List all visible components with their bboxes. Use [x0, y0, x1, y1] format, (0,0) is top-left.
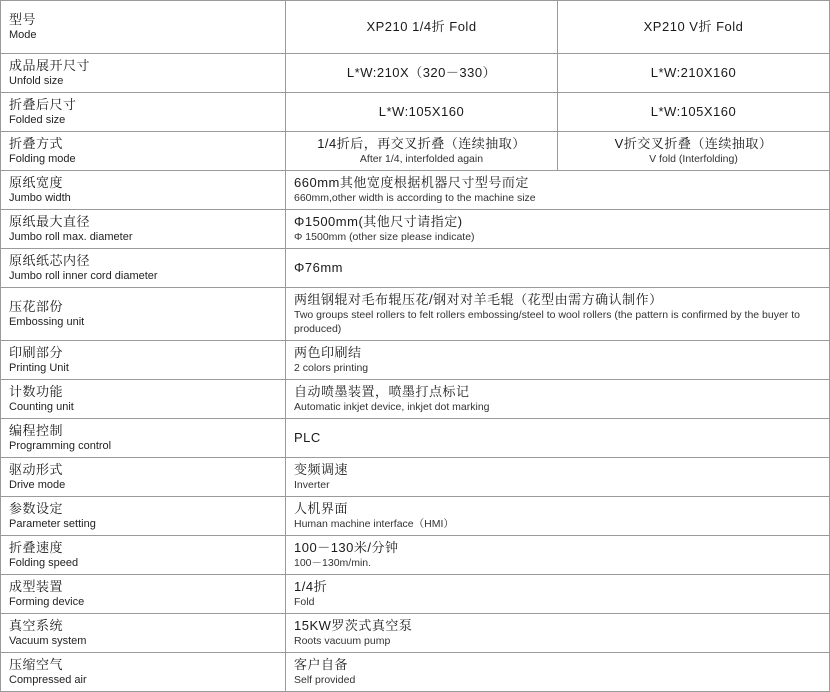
row-label-en: Counting unit — [9, 401, 74, 413]
table-row — [1, 497, 830, 536]
table-row — [1, 458, 830, 497]
row-value-en: Fold — [294, 596, 315, 608]
table-row — [1, 614, 830, 653]
header-label-en: Mode — [9, 29, 37, 41]
row-value-cell — [286, 210, 830, 249]
row-value-en: Human machine interface（HMI） — [294, 518, 454, 530]
table-row — [1, 132, 830, 171]
row-label-en: Drive mode — [9, 479, 66, 491]
row-col1-cell — [286, 54, 558, 93]
table-row — [1, 341, 830, 380]
row-label-en: Jumbo roll max. diameter — [9, 231, 133, 243]
row-value-cn: 自动喷墨装置，喷墨打点标记 — [294, 384, 470, 399]
row-col1-cn: 1/4折后，再交叉折叠（连续抽取） — [317, 136, 526, 151]
row-label-en: Folding speed — [9, 557, 79, 569]
row-label-cell — [1, 419, 286, 458]
row-value-cell — [286, 497, 830, 536]
header-col2-cn: XP210 V折 Fold — [643, 19, 744, 34]
row-value-cell — [286, 341, 830, 380]
row-value-cell — [286, 575, 830, 614]
row-col2-cell — [558, 132, 830, 171]
table-row — [1, 210, 830, 249]
row-value-cell — [286, 614, 830, 653]
row-label-cell — [1, 614, 286, 653]
row-label-cn: 压花部份 — [9, 299, 64, 314]
row-label-cell — [1, 54, 286, 93]
row-value-en: Self provided — [294, 674, 356, 686]
row-label-cn: 成品展开尺寸 — [9, 58, 91, 73]
table-row — [1, 536, 830, 575]
header-label-cn: 型号 — [9, 12, 37, 27]
row-value-cell — [286, 380, 830, 419]
row-label-cell — [1, 93, 286, 132]
row-label-cn: 压缩空气 — [9, 657, 64, 672]
row-value-en: Roots vacuum pump — [294, 635, 391, 647]
row-label-cn: 折叠后尺寸 — [9, 97, 77, 112]
row-col1-cn: L*W:210X（320－330） — [346, 65, 497, 80]
row-label-en: Jumbo roll inner cord diameter — [9, 270, 158, 282]
row-label-en: Forming device — [9, 596, 85, 608]
row-col1-cn: L*W:105X160 — [378, 104, 465, 119]
row-value-cn: 两色印刷结 — [294, 345, 362, 360]
header-col1-cell — [286, 1, 558, 54]
row-value-cell — [286, 458, 830, 497]
row-col1-en: After 1/4, interfolded again — [359, 153, 484, 165]
row-col2-cell — [558, 93, 830, 132]
row-label-cn: 驱动形式 — [9, 462, 64, 477]
table-row — [1, 288, 830, 341]
row-value-en: Automatic inkjet device, inkjet dot marking — [294, 401, 490, 413]
row-label-en: Folding mode — [9, 153, 76, 165]
row-label-en: Compressed air — [9, 674, 87, 686]
row-col2-cell — [558, 54, 830, 93]
header-col2-cell — [558, 1, 830, 54]
row-label-cell — [1, 249, 286, 288]
row-col2-en: V fold (Interfolding) — [649, 153, 738, 165]
row-value-cell — [286, 653, 830, 692]
row-label-cn: 原纸纸芯内径 — [9, 253, 91, 268]
row-value-cell — [286, 288, 830, 341]
row-label-en: Printing Unit — [9, 362, 69, 374]
table-header-row — [1, 1, 830, 54]
row-value-en: 2 colors printing — [294, 362, 369, 374]
row-label-en: Jumbo width — [9, 192, 71, 204]
row-label-cn: 成型装置 — [9, 579, 64, 594]
row-label-cn: 折叠方式 — [9, 136, 64, 151]
row-label-cn: 原纸宽度 — [9, 175, 64, 190]
row-label-cell — [1, 132, 286, 171]
row-label-cn: 计数功能 — [9, 384, 64, 399]
row-value-en: 100－130m/min. — [294, 557, 372, 569]
row-label-en: Programming control — [9, 440, 112, 452]
row-col2-cn: L*W:105X160 — [650, 104, 737, 119]
row-value-en: Inverter — [294, 479, 330, 491]
row-value-cn: 660mm其他宽度根据机器尺寸型号而定 — [294, 175, 529, 190]
row-value-cell — [286, 536, 830, 575]
row-label-cn: 真空系统 — [9, 618, 64, 633]
row-col2-cn: L*W:210X160 — [650, 65, 737, 80]
row-value-cn: 变频调速 — [294, 462, 349, 477]
row-value-en: 660mm,other width is according to the machine size — [294, 192, 536, 204]
table-row — [1, 171, 830, 210]
row-col1-cell — [286, 93, 558, 132]
table-row — [1, 93, 830, 132]
row-label-cell — [1, 288, 286, 341]
row-value-cn: Φ76mm — [294, 260, 343, 275]
row-col2-cn: V折交叉折叠（连续抽取） — [614, 136, 773, 151]
row-label-cell — [1, 497, 286, 536]
table-row — [1, 380, 830, 419]
row-label-en: Vacuum system — [9, 635, 87, 647]
table-row — [1, 54, 830, 93]
row-value-cn: 客户自备 — [294, 657, 349, 672]
row-label-cell — [1, 380, 286, 419]
row-label-cell — [1, 210, 286, 249]
table-row — [1, 419, 830, 458]
row-label-cell — [1, 458, 286, 497]
row-value-cell — [286, 171, 830, 210]
row-value-cn: 100－130米/分钟 — [294, 540, 399, 555]
row-value-cn: 两组钢辊对毛布辊压花/钢对对羊毛辊（花型由需方确认制作） — [294, 292, 663, 307]
row-value-cn: PLC — [294, 430, 321, 445]
row-value-en: Two groups steel rollers to felt rollers embossing/steel to wool rollers (the pattern is confirmed by the buyer to produced) — [294, 309, 800, 335]
row-label-cell — [1, 341, 286, 380]
row-value-cn: 15KW罗茨式真空泵 — [294, 618, 413, 633]
row-value-cell — [286, 419, 830, 458]
row-label-en: Unfold size — [9, 75, 64, 87]
row-label-cn: 原纸最大直径 — [9, 214, 91, 229]
table-row — [1, 575, 830, 614]
row-label-cn: 编程控制 — [9, 423, 64, 438]
row-label-cn: 参数设定 — [9, 501, 64, 516]
row-value-cn: Φ1500mm(其他尺寸请指定) — [294, 214, 463, 229]
row-label-en: Folded size — [9, 114, 66, 126]
specification-table-body — [1, 1, 830, 692]
row-label-en: Embossing unit — [9, 316, 85, 328]
row-label-cell — [1, 536, 286, 575]
header-label-cell — [1, 1, 286, 54]
row-value-cn: 1/4折 — [294, 579, 328, 594]
row-label-cn: 印刷部分 — [9, 345, 64, 360]
row-label-cn: 折叠速度 — [9, 540, 64, 555]
row-label-cell — [1, 653, 286, 692]
table-row — [1, 653, 830, 692]
row-label-cell — [1, 575, 286, 614]
row-col1-cell — [286, 132, 558, 171]
row-value-cn: 人机界面 — [294, 501, 349, 516]
row-label-cell — [1, 171, 286, 210]
row-value-cell — [286, 249, 830, 288]
row-value-en: Φ 1500mm (other size please indicate) — [294, 231, 475, 243]
row-label-en: Parameter setting — [9, 518, 96, 530]
table-row — [1, 249, 830, 288]
header-col1-cn: XP210 1/4折 Fold — [366, 19, 477, 34]
